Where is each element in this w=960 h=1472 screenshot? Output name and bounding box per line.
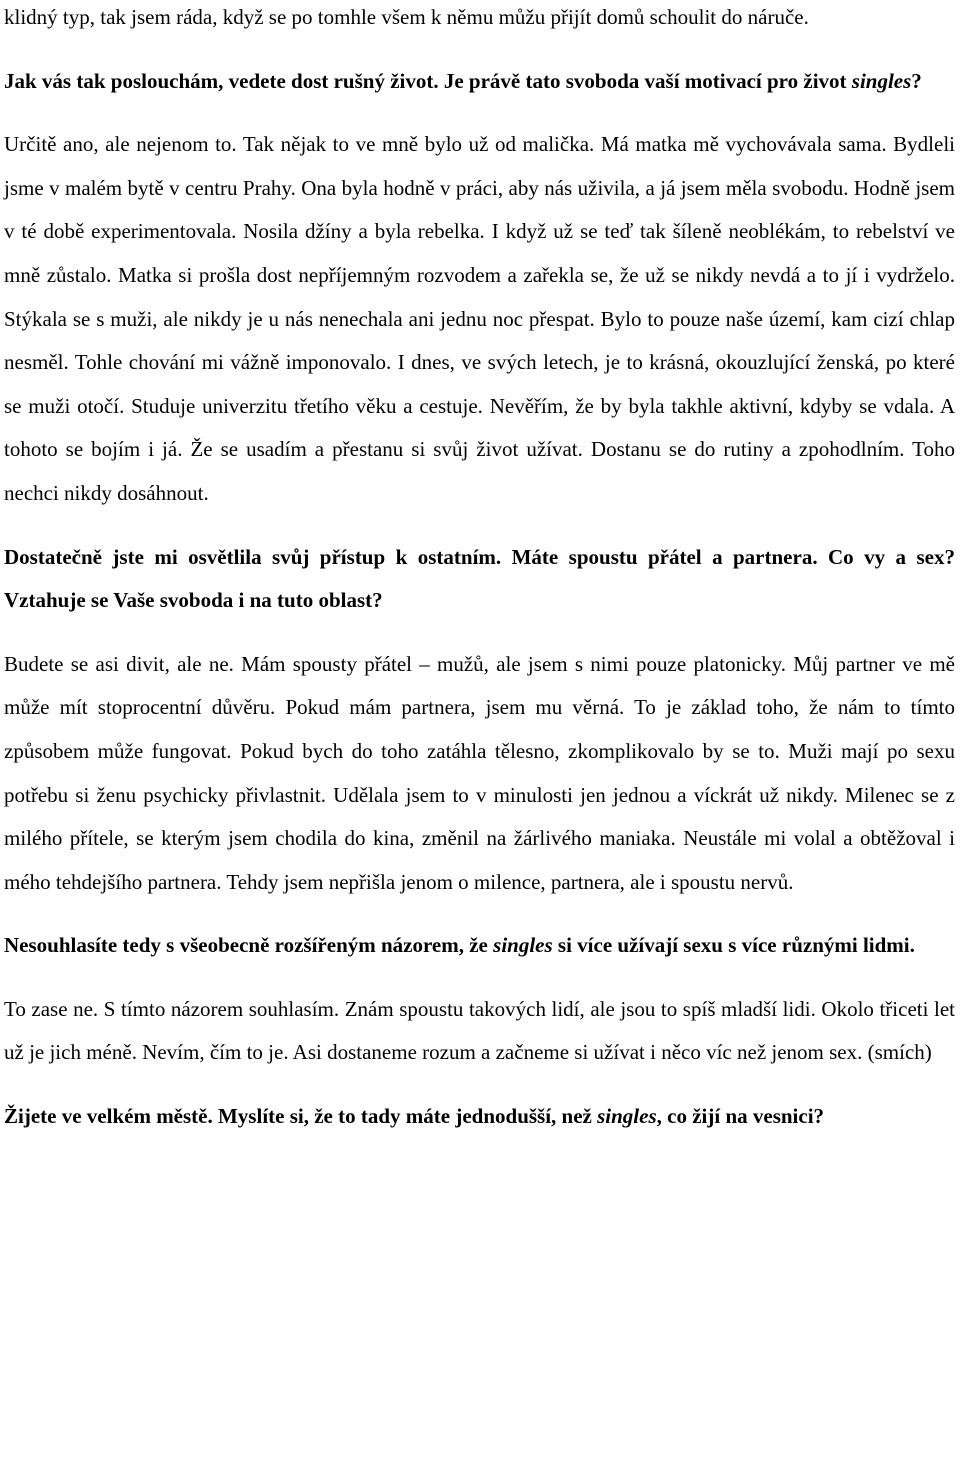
question-text-italic: singles xyxy=(493,933,553,958)
paragraph-text: Určitě ano, ale nejenom to. Tak nějak to ve mně bylo už od malička. Má matka mě vychovávala sama. Bydleli jsme v malém bytě v centru Prahy. Ona byla hodně v práci, aby nás uživila, a já jsem měla svobodu. Hodně jsem v té době experimentovala. Nosila džíny a byla rebelka. I když už se teď tak šíleně neoblékám, to rebelství ve mně zůstalo. Matka si prošla dost nepříjemným rozvodem a zařekla se, že už se nikdy nevdá a to jí i vydrželo. Stýkala se s muži, ale nikdy je u nás nenechala ani jednu noc přespat. Bylo to pouze naše území, kam cizí chlap nesměl. Tohle chování mi vážně imponovalo. I dnes, ve svých letech, je to krásná, okouzlující ženská, po které se muži otočí. Studuje univerzitu třetího věku a cestuje. Nevěřím, že by byla takhle aktivní, kdyby se vdala. A tohoto se bojím i já. Že se usadím a přestanu si svůj život užívat. Dostanu se do rutiny a zpohodlním. Toho nechci nikdy dosáhnout. xyxy=(4,132,955,505)
question-text: Nesouhlasíte tedy s všeobecně rozšířeným názorem, že xyxy=(4,933,494,958)
question-paragraph-2 xyxy=(4,536,955,623)
paragraph-text: klidný typ, tak jsem ráda, když se po tomhle všem k němu můžu přijít domů schoulit do náruče. xyxy=(4,5,809,29)
question-text: Jak vás tak poslouchám, vedete dost rušný život. Je právě tato svoboda vaší motivací pro život xyxy=(4,68,852,93)
paragraph-text: Budete se asi divit, ale ne. Mám spousty přátel – mužů, ale jsem s nimi pouze platonicky. Můj partner ve mě může mít stoprocentní důvěru. Pokud mám partnera, jsem mu věrná. To je základ toho, že nám to tímto způsobem může fungovat. Pokud bych do toho zatáhla tělesno, zkomplikovalo by se to. Muži mají po sexu potřebu si ženu psychicky přivlastnit. Udělala jsem to v minulosti jen jednou a víckrát už nikdy. Milenec se z milého přítele, se kterým jsem chodila do kina, změnil na žárlivého maniaka. Neustále mi volal a obtěžoval i mého tehdejšího partnera. Tehdy jsem nepřišla jenom o milence, partnera, ale i spoustu nervů. xyxy=(4,651,955,894)
question-text: , co žijí na vesnici? xyxy=(656,1104,825,1129)
answer-paragraph-2 xyxy=(4,123,955,515)
answer-paragraph-1 xyxy=(4,0,955,40)
question-text: Dostatečně jste mi osvětlila svůj přístup k ostatním. Máte spoustu přátel a partnera. Co vy a sex? Vztahuje se Vaše svoboda i na tuto oblast? xyxy=(4,544,955,613)
answer-paragraph-4 xyxy=(4,988,955,1075)
answer-paragraph-3 xyxy=(4,643,955,905)
question-paragraph-1 xyxy=(4,60,955,104)
question-paragraph-3 xyxy=(4,924,955,968)
question-paragraph-4 xyxy=(4,1095,955,1139)
question-text: ? xyxy=(911,68,922,93)
question-text: si více užívají sexu s více různými lidmi. xyxy=(552,933,915,958)
question-text-italic: singles xyxy=(597,1104,657,1129)
question-text-italic: singles xyxy=(851,68,912,93)
document-page xyxy=(4,0,955,1139)
question-text: Žijete ve velkém městě. Myslíte si, že to tady máte jednodušší, než xyxy=(4,1104,598,1129)
paragraph-text: To zase ne. S tímto názorem souhlasím. Znám spoustu takových lidí, ale jsou to spíš mladší lidi. Okolo třiceti let už je jich méně. Nevím, čím to je. Asi dostaneme rozum a začneme si užívat i něco víc než jenom sex. (smích) xyxy=(4,996,955,1065)
